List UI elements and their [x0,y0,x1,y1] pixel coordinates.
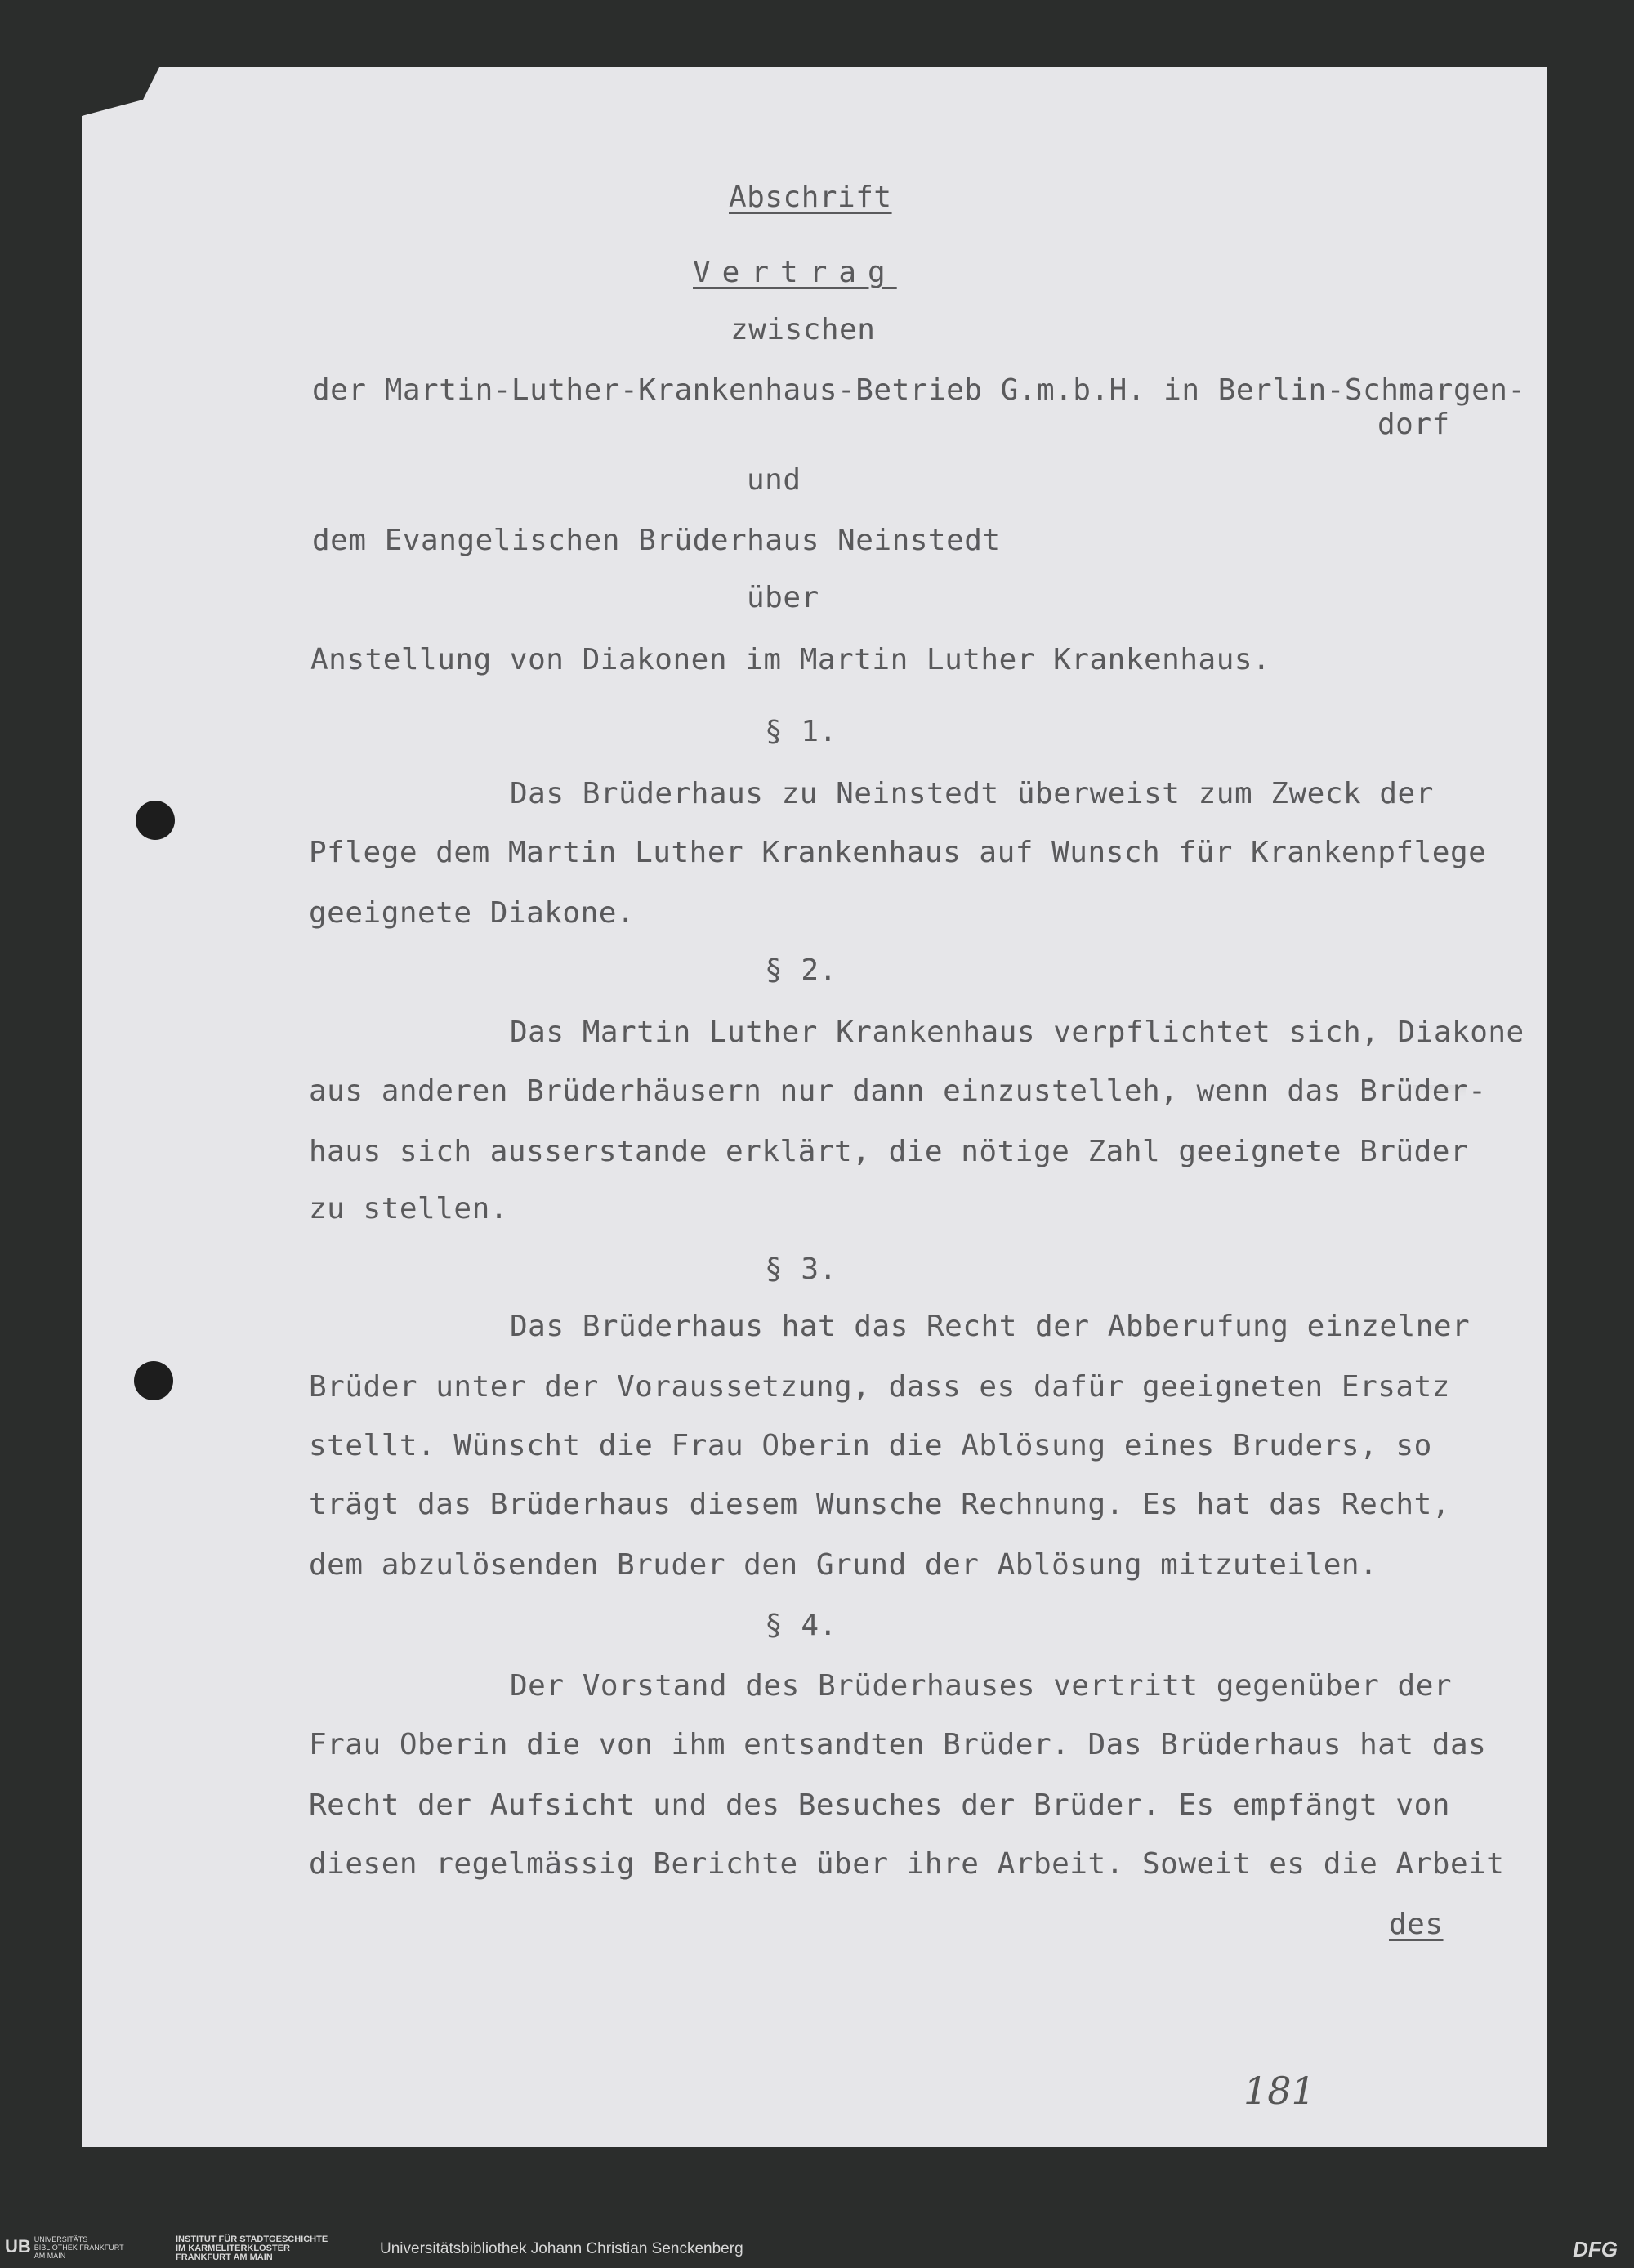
heading: Abschrift [729,181,892,214]
section-3-line: dem abzulösenden Bruder den Grund der Ablösung mitzuteilen. [309,1548,1378,1582]
section-4-line: Der Vorstand des Brüderhauses vertritt gegenüber der [510,1669,1453,1703]
section-3-line: Brüder unter der Voraussetzung, dass es dafür geeigneten Ersatz [309,1370,1450,1404]
section-4-label: § 4. [765,1609,837,1642]
contract-title: Vertrag [693,256,897,289]
source-institution: Universitätsbibliothek Johann Christian Senckenberg [380,2240,743,2257]
section-2-line: haus sich ausserstande erklärt, die nötige Zahl geeignete Brüder [309,1135,1469,1168]
section-3-line: trägt das Brüderhaus diesem Wunsche Rechnung. Es hat das Recht, [309,1488,1450,1521]
about-label: über [747,581,819,614]
section-1-line: Pflege dem Martin Luther Krankenhaus auf Wunsch für Krankenpflege [309,836,1487,869]
ub-logo-text: UNIVERSITÄTS BIBLIOTHEK FRANKFURT AM MAIN [33,2235,124,2260]
party2: dem Evangelischen Brüderhaus Neinstedt [312,524,1001,557]
party1-line2: dorf [1377,408,1450,441]
punch-hole-top [136,801,175,840]
section-2-line: aus anderen Brüderhäusern nur dann einzustelleh, wenn das Brüder- [309,1074,1487,1108]
party1-line1: der Martin-Luther-Krankenhaus-Betrieb G.m.b.H. in Berlin-Schmargen- [312,373,1526,407]
section-4-line: Recht der Aufsicht und des Besuches der Brüder. Es empfängt von [309,1788,1450,1822]
isg-logo: INSTITUT FÜR STADTGESCHICHTE IM KARMELITERKLOSTER FRANKFURT AM MAIN [176,2235,328,2262]
section-3-label: § 3. [765,1252,837,1286]
catchword: des [1389,1908,1444,1941]
subject: Anstellung von Diakonen im Martin Luther Krankenhaus. [310,643,1271,676]
section-4-line: diesen regelmässig Berichte über ihre Arbeit. Soweit es die Arbeit [309,1847,1505,1881]
punch-hole-bottom [134,1361,173,1400]
section-3-line: Das Brüderhaus hat das Recht der Abberufung einzelner [510,1310,1471,1343]
section-1-line: geeignete Diakone. [309,896,636,930]
section-4-line: Frau Oberin die von ihm entsandten Brüder. Das Brüderhaus hat das [309,1728,1487,1761]
ub-logo [5,2235,124,2260]
viewer-footer [0,2230,1634,2268]
section-3-line: stellt. Wünscht die Frau Oberin die Ablösung eines Bruders, so [309,1429,1432,1462]
section-2-line: Das Martin Luther Krankenhaus verpflichtet sich, Diakone [510,1016,1525,1049]
page-number: 181 [1243,2069,1315,2113]
section-1-line: Das Brüderhaus zu Neinstedt überweist zum Zweck der [510,777,1434,810]
section-2-line: zu stellen. [309,1192,508,1226]
ub-logo-mark: UB [5,2235,31,2257]
dfg-logo: DFG [1573,2237,1618,2261]
and-label: und [747,463,801,497]
section-1-label: § 1. [765,715,837,748]
between-label: zwischen [730,313,876,346]
section-2-label: § 2. [765,953,837,987]
